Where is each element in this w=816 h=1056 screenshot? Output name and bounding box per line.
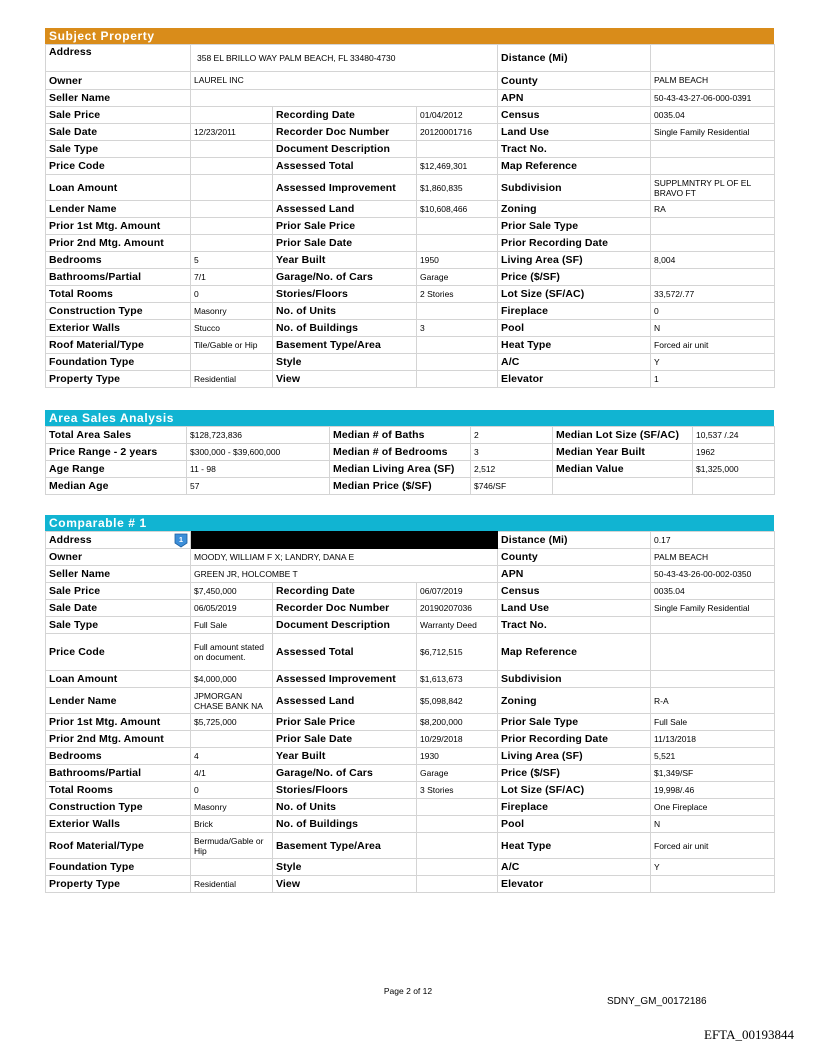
comparable-1-table (45, 531, 775, 893)
comp-1-marker-icon (174, 533, 188, 548)
label-land-use: Land Use (498, 124, 651, 141)
subject-tract (651, 141, 775, 158)
area-median-beds: 3 (471, 444, 553, 461)
comp-recorder-doc: 20190207036 (417, 600, 498, 617)
subject-county: PALM BEACH (651, 72, 775, 90)
subject-living-area: 8,004 (651, 252, 775, 269)
comp-living-area: 5,521 (651, 748, 775, 765)
label-median-year: Median Year Built (553, 444, 693, 461)
label-comp-census: Census (498, 583, 651, 600)
comp-subdivision (651, 671, 775, 688)
label-lot-size: Lot Size (SF/AC) (498, 286, 651, 303)
label-comp-land-use: Land Use (498, 600, 651, 617)
comp-county: PALM BEACH (651, 549, 775, 566)
label-ac: A/C (498, 354, 651, 371)
subject-stories: 2 Stories (417, 286, 498, 303)
label-recorder-doc: Recorder Doc Number (273, 124, 417, 141)
label-census: Census (498, 107, 651, 124)
subject-garage: Garage (417, 269, 498, 286)
label-comp-prior-sale-price: Prior Sale Price (273, 714, 417, 731)
label-buildings: No. of Buildings (273, 320, 417, 337)
label-bedrooms: Bedrooms (46, 252, 191, 269)
label-style: Style (273, 354, 417, 371)
area-median-baths: 2 (471, 427, 553, 444)
comp-construction: Masonry (191, 799, 273, 816)
subject-prior-sale-date (417, 235, 498, 252)
label-median-price-sf: Median Price ($/SF) (330, 478, 471, 495)
comp-sale-date: 06/05/2019 (191, 600, 273, 617)
area-median-year: 1962 (693, 444, 775, 461)
label-comp-fireplace: Fireplace (498, 799, 651, 816)
label-ext-walls: Exterior Walls (46, 320, 191, 337)
label-stories: Stories/Floors (273, 286, 417, 303)
label-comp-assessed-land: Assessed Land (273, 688, 417, 714)
subject-assessed-improvement: $1,860,835 (417, 175, 498, 201)
subject-recording-date: 01/04/2012 (417, 107, 498, 124)
area-median-living: 2,512 (471, 461, 553, 478)
label-elevator: Elevator (498, 371, 651, 388)
label-median-value: Median Value (553, 461, 693, 478)
area-age-range: 11 - 98 (187, 461, 330, 478)
label-median-baths: Median # of Baths (330, 427, 471, 444)
subject-map-ref (651, 158, 775, 175)
label-comp-zoning: Zoning (498, 688, 651, 714)
subject-price-sf (651, 269, 775, 286)
comp-sale-type: Full Sale (191, 617, 273, 634)
label-prior-sale-type: Prior Sale Type (498, 218, 651, 235)
comp-view (417, 876, 498, 893)
comp-assessed-improvement: $1,613,673 (417, 671, 498, 688)
comp-assessed-total: $6,712,515 (417, 634, 498, 671)
comp-style (417, 859, 498, 876)
label-comp-living-area: Living Area (SF) (498, 748, 651, 765)
comp-1-marker-number: 1 (178, 535, 184, 544)
subject-loan (191, 175, 273, 201)
subject-lender (191, 201, 273, 218)
subject-zoning: RA (651, 201, 775, 218)
subject-address-value: 358 EL BRILLO WAY PALM BEACH, FL 33480-4730 (197, 53, 396, 63)
comp-ext-walls: Brick (191, 816, 273, 833)
label-assessed-improvement: Assessed Improvement (273, 175, 417, 201)
label-comp-prior-rec-date: Prior Recording Date (498, 731, 651, 748)
label-garage: Garage/No. of Cars (273, 269, 417, 286)
label-zoning: Zoning (498, 201, 651, 218)
label-seller: Seller Name (46, 90, 191, 107)
label-total-area-sales: Total Area Sales (46, 427, 187, 444)
label-sale-date: Sale Date (46, 124, 191, 141)
label-median-living: Median Living Area (SF) (330, 461, 471, 478)
comp-buildings (417, 816, 498, 833)
label-comp-units: No. of Units (273, 799, 417, 816)
label-units: No. of Units (273, 303, 417, 320)
subject-doc-desc (417, 141, 498, 158)
comp-year-built: 1930 (417, 748, 498, 765)
comp-tract (651, 617, 775, 634)
label-distance: Distance (Mi) (498, 45, 651, 72)
label-comp-property-type: Property Type (46, 876, 191, 893)
label-prior-sale-price: Prior Sale Price (273, 218, 417, 235)
label-median-lot: Median Lot Size (SF/AC) (553, 427, 693, 444)
label-fireplace: Fireplace (498, 303, 651, 320)
label-comp-apn: APN (498, 566, 651, 583)
subject-sale-price (191, 107, 273, 124)
label-heat: Heat Type (498, 337, 651, 354)
comp-lot-size: 19,998/.46 (651, 782, 775, 799)
subject-style (417, 354, 498, 371)
label-map-ref: Map Reference (498, 158, 651, 175)
label-comp-ac: A/C (498, 859, 651, 876)
comp-prior1: $5,725,000 (191, 714, 273, 731)
comp-garage: Garage (417, 765, 498, 782)
label-assessed-total: Assessed Total (273, 158, 417, 175)
comp-census: 0035.04 (651, 583, 775, 600)
comp-prior-rec-date: 11/13/2018 (651, 731, 775, 748)
area-empty-label (553, 478, 693, 495)
subject-prior-rec-date (651, 235, 775, 252)
comp-loan: $4,000,000 (191, 671, 273, 688)
label-year-built: Year Built (273, 252, 417, 269)
label-baths: Bathrooms/Partial (46, 269, 191, 286)
comp-zoning: R-A (651, 688, 775, 714)
comp-owner: MOODY, WILLIAM F X; LANDRY, DANA E (191, 549, 498, 566)
subject-elevator: 1 (651, 371, 775, 388)
label-comp-year-built: Year Built (273, 748, 417, 765)
subject-seller (191, 90, 498, 107)
label-comp-price-sf: Price ($/SF) (498, 765, 651, 782)
area-median-value: $1,325,000 (693, 461, 775, 478)
label-comp-total-rooms: Total Rooms (46, 782, 191, 799)
area-empty-value (693, 478, 775, 495)
label-comp-price-code: Price Code (46, 634, 191, 671)
subject-foundation (191, 354, 273, 371)
label-comp-view: View (273, 876, 417, 893)
label-comp-loan: Loan Amount (46, 671, 191, 688)
label-sale-type: Sale Type (46, 141, 191, 158)
label-comp-pool: Pool (498, 816, 651, 833)
label-comp-stories: Stories/Floors (273, 782, 417, 799)
label-comp-assessed-total: Assessed Total (273, 634, 417, 671)
subject-fireplace: 0 (651, 303, 775, 320)
page-number: Page 2 of 12 (383, 986, 433, 996)
label-county: County (498, 72, 651, 90)
comp-address-label-text: Address (49, 534, 92, 546)
label-comp-bedrooms: Bedrooms (46, 748, 191, 765)
bates-number: SDNY_GM_00172186 (607, 996, 707, 1007)
label-prior-rec-date: Prior Recording Date (498, 235, 651, 252)
comp-property-type: Residential (191, 876, 273, 893)
label-comp-sale-date: Sale Date (46, 600, 191, 617)
label-price-range: Price Range - 2 years (46, 444, 187, 461)
label-comp-recording-date: Recording Date (273, 583, 417, 600)
comparable-1-section (45, 515, 774, 893)
label-comp-subdivision: Subdivision (498, 671, 651, 688)
label-comp-recorder-doc: Recorder Doc Number (273, 600, 417, 617)
area-sales-header: Area Sales Analysis (45, 410, 774, 426)
comp-assessed-land: $5,098,842 (417, 688, 498, 714)
label-comp-address (46, 532, 191, 549)
comp-lender: JPMORGAN CHASE BANK NA (191, 688, 273, 714)
comp-pool: N (651, 816, 775, 833)
subject-recorder-doc: 20120001716 (417, 124, 498, 141)
subject-baths: 7/1 (191, 269, 273, 286)
label-comp-doc-desc: Document Description (273, 617, 417, 634)
area-median-lot: 10,537 /.24 (693, 427, 775, 444)
area-sales-table (45, 426, 775, 495)
subject-pool: N (651, 320, 775, 337)
comp-heat: Forced air unit (651, 833, 775, 859)
subject-census: 0035.04 (651, 107, 775, 124)
label-loan: Loan Amount (46, 175, 191, 201)
comp-bedrooms: 4 (191, 748, 273, 765)
area-median-price-sf: $746/SF (471, 478, 553, 495)
comp-address-redacted (191, 532, 498, 549)
subject-apn: 50-43-43-27-06-000-0391 (651, 90, 775, 107)
comp-prior-sale-date: 10/29/2018 (417, 731, 498, 748)
label-basement: Basement Type/Area (273, 337, 417, 354)
comp-fireplace: One Fireplace (651, 799, 775, 816)
label-comp-basement: Basement Type/Area (273, 833, 417, 859)
comp-foundation (191, 859, 273, 876)
comp-roof: Bermuda/Gable or Hip (191, 833, 273, 859)
label-comp-distance: Distance (Mi) (498, 532, 651, 549)
label-comp-owner: Owner (46, 549, 191, 566)
comp-prior-sale-type: Full Sale (651, 714, 775, 731)
subject-property-header: Subject Property (45, 28, 774, 44)
area-median-age: 57 (187, 478, 330, 495)
subject-view (417, 371, 498, 388)
subject-ext-walls: Stucco (191, 320, 273, 337)
label-prior2: Prior 2nd Mtg. Amount (46, 235, 191, 252)
label-age-range: Age Range (46, 461, 187, 478)
comparable-1-header: Comparable # 1 (45, 515, 774, 531)
label-comp-roof: Roof Material/Type (46, 833, 191, 859)
label-comp-style: Style (273, 859, 417, 876)
label-comp-assessed-improvement: Assessed Improvement (273, 671, 417, 688)
subject-prior2 (191, 235, 273, 252)
label-construction: Construction Type (46, 303, 191, 320)
comp-map-ref (651, 634, 775, 671)
label-tract: Tract No. (498, 141, 651, 158)
efta-number: EFTA_00193844 (704, 1027, 794, 1042)
comp-total-rooms: 0 (191, 782, 273, 799)
label-median-beds: Median # of Bedrooms (330, 444, 471, 461)
comp-ac: Y (651, 859, 775, 876)
subject-subdivision: SUPPLMNTRY PL OF EL BRAVO FT (651, 175, 775, 201)
label-sale-price: Sale Price (46, 107, 191, 124)
subject-lot-size: 33,572/.77 (651, 286, 775, 303)
subject-roof: Tile/Gable or Hip (191, 337, 273, 354)
comp-price-code: Full amount stated on document. (191, 634, 273, 671)
comp-recording-date: 06/07/2019 (417, 583, 498, 600)
area-sales-section (45, 410, 774, 495)
label-comp-tract: Tract No. (498, 617, 651, 634)
area-price-range: $300,000 - $39,600,000 (187, 444, 330, 461)
label-prior-sale-date: Prior Sale Date (273, 235, 417, 252)
subject-price-code (191, 158, 273, 175)
label-comp-construction: Construction Type (46, 799, 191, 816)
subject-property-section (45, 28, 774, 388)
label-comp-county: County (498, 549, 651, 566)
comp-apn: 50-43-43-26-00-002-0350 (651, 566, 775, 583)
label-comp-lender: Lender Name (46, 688, 191, 714)
subject-prior-sale-type (651, 218, 775, 235)
label-prior1: Prior 1st Mtg. Amount (46, 218, 191, 235)
subject-assessed-land: $10,608,466 (417, 201, 498, 218)
subject-buildings: 3 (417, 320, 498, 337)
subject-sale-date: 12/23/2011 (191, 124, 273, 141)
subject-owner: LAUREL INC (191, 72, 498, 90)
subject-construction: Masonry (191, 303, 273, 320)
label-price-sf: Price ($/SF) (498, 269, 651, 286)
label-comp-elevator: Elevator (498, 876, 651, 893)
label-subdivision: Subdivision (498, 175, 651, 201)
subject-bedrooms: 5 (191, 252, 273, 269)
label-comp-ext-walls: Exterior Walls (46, 816, 191, 833)
subject-basement (417, 337, 498, 354)
comp-prior2 (191, 731, 273, 748)
label-apn: APN (498, 90, 651, 107)
subject-assessed-total: $12,469,301 (417, 158, 498, 175)
subject-land-use: Single Family Residential (651, 124, 775, 141)
label-comp-foundation: Foundation Type (46, 859, 191, 876)
subject-prior-sale-price (417, 218, 498, 235)
label-comp-buildings: No. of Buildings (273, 816, 417, 833)
label-living-area: Living Area (SF) (498, 252, 651, 269)
comp-distance: 0.17 (651, 532, 775, 549)
subject-heat: Forced air unit (651, 337, 775, 354)
label-comp-prior2: Prior 2nd Mtg. Amount (46, 731, 191, 748)
label-roof: Roof Material/Type (46, 337, 191, 354)
label-price-code: Price Code (46, 158, 191, 175)
comp-seller: GREEN JR, HOLCOMBE T (191, 566, 498, 583)
label-comp-prior-sale-date: Prior Sale Date (273, 731, 417, 748)
label-comp-heat: Heat Type (498, 833, 651, 859)
subject-total-rooms: 0 (191, 286, 273, 303)
comp-baths: 4/1 (191, 765, 273, 782)
label-address: Address (46, 45, 191, 72)
comp-units (417, 799, 498, 816)
comp-stories: 3 Stories (417, 782, 498, 799)
subject-ac: Y (651, 354, 775, 371)
subject-prior1 (191, 218, 273, 235)
subject-sale-type (191, 141, 273, 158)
subject-distance (651, 45, 775, 72)
label-owner: Owner (46, 72, 191, 90)
area-total-sales: $128,723,836 (187, 427, 330, 444)
comp-doc-desc: Warranty Deed (417, 617, 498, 634)
label-comp-map-ref: Map Reference (498, 634, 651, 671)
comp-basement (417, 833, 498, 859)
label-comp-prior-sale-type: Prior Sale Type (498, 714, 651, 731)
subject-address: 358 EL BRILLO WAY PALM BEACH, FL 33480-4730 S (191, 45, 498, 72)
label-comp-lot-size: Lot Size (SF/AC) (498, 782, 651, 799)
comp-prior-sale-price: $8,200,000 (417, 714, 498, 731)
subject-property-type: Residential (191, 371, 273, 388)
label-recording-date: Recording Date (273, 107, 417, 124)
label-pool: Pool (498, 320, 651, 337)
label-total-rooms: Total Rooms (46, 286, 191, 303)
label-comp-sale-price: Sale Price (46, 583, 191, 600)
comp-land-use: Single Family Residential (651, 600, 775, 617)
label-comp-baths: Bathrooms/Partial (46, 765, 191, 782)
label-assessed-land: Assessed Land (273, 201, 417, 218)
label-comp-garage: Garage/No. of Cars (273, 765, 417, 782)
label-comp-seller: Seller Name (46, 566, 191, 583)
subject-units (417, 303, 498, 320)
label-view: View (273, 371, 417, 388)
label-doc-desc: Document Description (273, 141, 417, 158)
comp-sale-price: $7,450,000 (191, 583, 273, 600)
label-comp-sale-type: Sale Type (46, 617, 191, 634)
comp-elevator (651, 876, 775, 893)
subject-year-built: 1950 (417, 252, 498, 269)
comp-price-sf: $1,349/SF (651, 765, 775, 782)
label-median-age: Median Age (46, 478, 187, 495)
subject-property-table (45, 44, 775, 388)
label-property-type: Property Type (46, 371, 191, 388)
label-foundation: Foundation Type (46, 354, 191, 371)
label-comp-prior1: Prior 1st Mtg. Amount (46, 714, 191, 731)
label-lender: Lender Name (46, 201, 191, 218)
